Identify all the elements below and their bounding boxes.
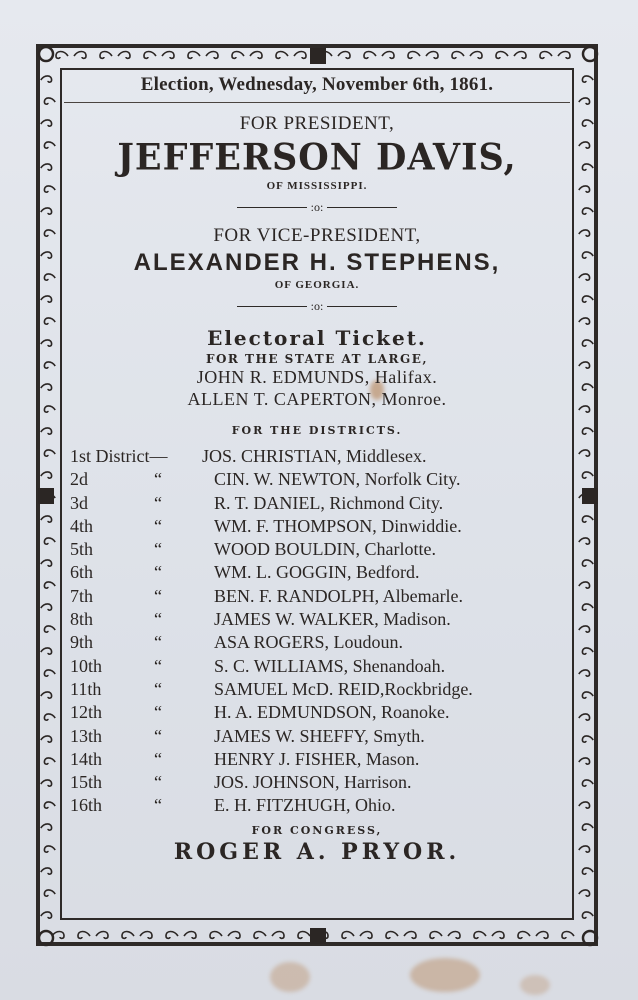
scroll-curl	[514, 52, 526, 59]
scroll-curl	[582, 516, 593, 522]
scroll-curl	[41, 912, 52, 918]
scroll-curl	[41, 208, 52, 214]
scroll-curl	[44, 450, 55, 456]
scroll-curl	[254, 932, 266, 939]
scroll-curl	[44, 626, 55, 632]
scroll-curl	[96, 932, 108, 939]
scroll-curl	[582, 648, 593, 654]
district-elector: R. T. DANIEL, Richmond City.	[214, 492, 444, 513]
ditto-mark: “	[154, 585, 162, 606]
corner-rosette	[583, 47, 597, 61]
election-date: Election, Wednesday, November 6th, 1861.	[64, 74, 570, 103]
scroll-curl	[41, 516, 52, 522]
district-row	[64, 631, 570, 654]
scroll-curl	[474, 932, 486, 939]
district-row	[64, 701, 570, 724]
district-number: 5th	[70, 539, 94, 560]
ditto-mark: “	[154, 539, 162, 560]
district-number: 7th	[70, 585, 94, 606]
scroll-curl	[579, 538, 590, 544]
scroll-curl	[582, 208, 593, 214]
district-number: 13th	[70, 725, 103, 746]
district-elector: HENRY J. FISHER, Mason.	[214, 748, 420, 769]
president-name: JEFFERSON DAVIS,	[117, 135, 517, 180]
president-state: OF MISSISSIPPI.	[266, 180, 368, 192]
district-row	[64, 748, 570, 771]
scroll-curl	[44, 406, 55, 412]
border-medallion	[310, 928, 326, 944]
districts-heading: FOR THE DISTRICTS.	[231, 424, 403, 437]
district-elector: E. H. FITZHUGH, Ohio.	[214, 795, 396, 816]
scroll-curl	[582, 296, 593, 302]
district-elector: CIN. W. NEWTON, Norfolk City.	[214, 469, 461, 490]
president-office-label: FOR PRESIDENT,	[239, 113, 395, 134]
scroll-curl	[386, 932, 398, 939]
separator: :o:	[237, 299, 397, 314]
vice-president-name: ALEXANDER H. STEPHENS,	[133, 249, 501, 276]
scroll-curl	[582, 736, 593, 742]
scroll-curl	[44, 714, 55, 720]
state-at-large-heading: FOR THE STATE AT LARGE,	[205, 352, 429, 366]
ditto-mark: “	[154, 515, 162, 536]
scroll-curl	[360, 932, 372, 939]
ditto-mark: “	[154, 609, 162, 630]
electoral-ticket-heading: Electoral Ticket.	[207, 326, 427, 350]
separator: :o:	[237, 200, 397, 215]
scroll-curl	[44, 142, 55, 148]
scroll-curl	[579, 802, 590, 808]
scroll-curl	[579, 98, 590, 104]
scroll-curl	[496, 52, 508, 59]
scroll-curl	[492, 932, 504, 939]
scroll-curl	[41, 780, 52, 786]
ditto-mark: “	[154, 702, 162, 723]
scroll-curl	[579, 714, 590, 720]
scroll-curl	[184, 932, 196, 939]
scroll-curl	[41, 824, 52, 830]
scroll-curl	[122, 932, 134, 939]
scroll-curl	[44, 846, 55, 852]
scroll-curl	[44, 362, 55, 368]
scroll-curl	[74, 52, 86, 59]
scroll-curl	[44, 98, 55, 104]
scroll-curl	[579, 186, 590, 192]
scroll-curl	[582, 604, 593, 610]
scroll-curl	[210, 932, 222, 939]
district-row	[64, 678, 570, 701]
scroll-curl	[518, 932, 530, 939]
district-number: 9th	[70, 632, 94, 653]
scroll-curl	[41, 164, 52, 170]
scroll-curl	[404, 932, 416, 939]
district-elector: S. C. WILLIAMS, Shenandoah.	[214, 655, 446, 676]
district-number: 14th	[70, 748, 103, 769]
district-number: 11th	[70, 678, 102, 699]
district-row	[64, 585, 570, 608]
scroll-curl	[579, 406, 590, 412]
district-row	[64, 608, 570, 631]
scroll-curl	[452, 52, 464, 59]
scroll-curl	[140, 932, 152, 939]
scroll-curl	[44, 230, 55, 236]
scroll-curl	[408, 52, 420, 59]
scroll-curl	[41, 472, 52, 478]
district-number: 2d	[70, 469, 88, 490]
corner-rosette	[583, 931, 597, 945]
district-elector: BEN. F. RANDOLPH, Albemarle.	[214, 585, 464, 606]
scroll-curl	[206, 52, 218, 59]
scroll-curl	[41, 340, 52, 346]
vice-president-state: OF GEORGIA.	[274, 279, 360, 291]
scroll-curl	[44, 758, 55, 764]
scroll-curl	[579, 274, 590, 280]
at-large-elector: ALLEN T. CAPERTON, Monroe.	[187, 389, 447, 409]
corner-rosette	[39, 931, 53, 945]
district-elector: ASA ROGERS, Loudoun.	[214, 632, 404, 653]
scroll-curl	[44, 582, 55, 588]
scroll-curl	[232, 52, 244, 59]
district-row	[64, 655, 570, 678]
scroll-curl	[540, 52, 552, 59]
border-medallion	[38, 488, 54, 504]
scroll-curl	[56, 52, 68, 59]
scroll-curl	[44, 318, 55, 324]
scroll-curl	[582, 824, 593, 830]
scroll-curl	[448, 932, 460, 939]
scroll-curl	[582, 428, 593, 434]
scroll-curl	[41, 384, 52, 390]
district-number: 15th	[70, 772, 103, 793]
ditto-mark: “	[154, 678, 162, 699]
district-number: 6th	[70, 562, 94, 583]
scroll-curl	[579, 758, 590, 764]
district-elector: JAMES W. WALKER, Madison.	[214, 609, 451, 630]
scroll-curl	[582, 252, 593, 258]
scroll-curl	[582, 384, 593, 390]
scroll-curl	[118, 52, 130, 59]
scroll-curl	[41, 252, 52, 258]
scroll-curl	[100, 52, 112, 59]
district-row	[64, 468, 570, 491]
district-list	[64, 445, 570, 818]
district-elector: H. A. EDMUNDSON, Roanoke.	[214, 702, 450, 723]
scroll-curl	[41, 560, 52, 566]
scroll-curl	[44, 890, 55, 896]
ballot-content	[64, 70, 570, 865]
scroll-curl	[579, 846, 590, 852]
scroll-curl	[294, 52, 306, 59]
scroll-curl	[272, 932, 284, 939]
border-medallion	[582, 488, 598, 504]
district-row	[64, 561, 570, 584]
congress-candidate-name: ROGER A. PRYOR.	[173, 838, 461, 865]
district-elector: JOS. JOHNSON, Harrison.	[214, 772, 412, 793]
scroll-curl	[41, 120, 52, 126]
corner-rosette	[39, 47, 53, 61]
scroll-curl	[536, 932, 548, 939]
scroll-curl	[582, 76, 593, 82]
scroll-curl	[582, 692, 593, 698]
scroll-curl	[582, 560, 593, 566]
ditto-mark: “	[154, 772, 162, 793]
congress-heading: FOR CONGRESS,	[251, 823, 383, 837]
scroll-curl	[44, 802, 55, 808]
district-number: 12th	[70, 702, 103, 723]
district-number: 3d	[70, 492, 88, 513]
district-row	[64, 492, 570, 515]
scroll-curl	[188, 52, 200, 59]
district-number: 4th	[70, 515, 94, 536]
district-number: 10th	[70, 655, 103, 676]
scroll-curl	[582, 472, 593, 478]
ditto-mark: “	[154, 655, 162, 676]
scroll-curl	[41, 76, 52, 82]
scroll-curl	[579, 362, 590, 368]
district-row	[64, 771, 570, 794]
scroll-curl	[78, 932, 90, 939]
district-row	[64, 538, 570, 561]
scroll-curl	[579, 318, 590, 324]
scroll-curl	[582, 340, 593, 346]
district-elector: WM. L. GOGGIN, Bedford.	[214, 562, 420, 583]
district-elector: SAMUEL McD. REID,Rockbridge.	[214, 678, 473, 699]
scroll-curl	[582, 164, 593, 170]
scroll-curl	[364, 52, 376, 59]
scroll-curl	[579, 142, 590, 148]
district-number: 16th	[70, 795, 103, 816]
scroll-curl	[582, 120, 593, 126]
scroll-curl	[579, 230, 590, 236]
scroll-curl	[579, 670, 590, 676]
scroll-curl	[582, 868, 593, 874]
ditto-mark: “	[154, 562, 162, 583]
scroll-curl	[579, 582, 590, 588]
scroll-curl	[41, 692, 52, 698]
at-large-elector: JOHN R. EDMUNDS, Halifax.	[196, 367, 438, 387]
ditto-mark: “	[154, 795, 162, 816]
border-medallion	[310, 48, 326, 64]
scroll-curl	[41, 604, 52, 610]
district-number: 8th	[70, 609, 94, 630]
district-elector: JOS. CHRISTIAN, Middlesex.	[202, 446, 427, 466]
scroll-curl	[162, 52, 174, 59]
ditto-mark: “	[154, 725, 162, 746]
scroll-curl	[44, 186, 55, 192]
scroll-curl	[44, 538, 55, 544]
district-elector: JAMES W. SHEFFY, Smyth.	[214, 725, 425, 746]
district-number: 1st District—	[70, 446, 168, 466]
scroll-curl	[144, 52, 156, 59]
scroll-curl	[44, 274, 55, 280]
scroll-curl	[298, 932, 310, 939]
scroll-curl	[41, 868, 52, 874]
district-row	[64, 725, 570, 748]
scroll-curl	[250, 52, 262, 59]
scroll-curl	[166, 932, 178, 939]
district-row	[64, 794, 570, 817]
scroll-curl	[430, 932, 442, 939]
ditto-mark: “	[154, 632, 162, 653]
district-elector: WOOD BOULDIN, Charlotte.	[214, 539, 436, 560]
scroll-curl	[41, 648, 52, 654]
scroll-curl	[579, 626, 590, 632]
scroll-curl	[582, 780, 593, 786]
ditto-mark: “	[154, 492, 162, 513]
vice-president-office-label: FOR VICE-PRESIDENT,	[213, 225, 421, 246]
scroll-curl	[558, 52, 570, 59]
district-row	[64, 445, 570, 468]
ditto-mark: “	[154, 469, 162, 490]
scroll-curl	[382, 52, 394, 59]
scroll-curl	[338, 52, 350, 59]
scroll-curl	[41, 428, 52, 434]
scroll-curl	[41, 296, 52, 302]
scroll-curl	[426, 52, 438, 59]
scroll-curl	[276, 52, 288, 59]
scroll-curl	[579, 890, 590, 896]
scroll-curl	[579, 450, 590, 456]
scroll-curl	[562, 932, 574, 939]
scroll-curl	[582, 912, 593, 918]
scroll-curl	[470, 52, 482, 59]
scroll-curl	[342, 932, 354, 939]
scroll-curl	[228, 932, 240, 939]
scroll-curl	[41, 736, 52, 742]
district-row	[64, 515, 570, 538]
ditto-mark: “	[154, 748, 162, 769]
district-elector: WM. F. THOMPSON, Dinwiddie.	[214, 515, 462, 536]
scroll-curl	[44, 670, 55, 676]
